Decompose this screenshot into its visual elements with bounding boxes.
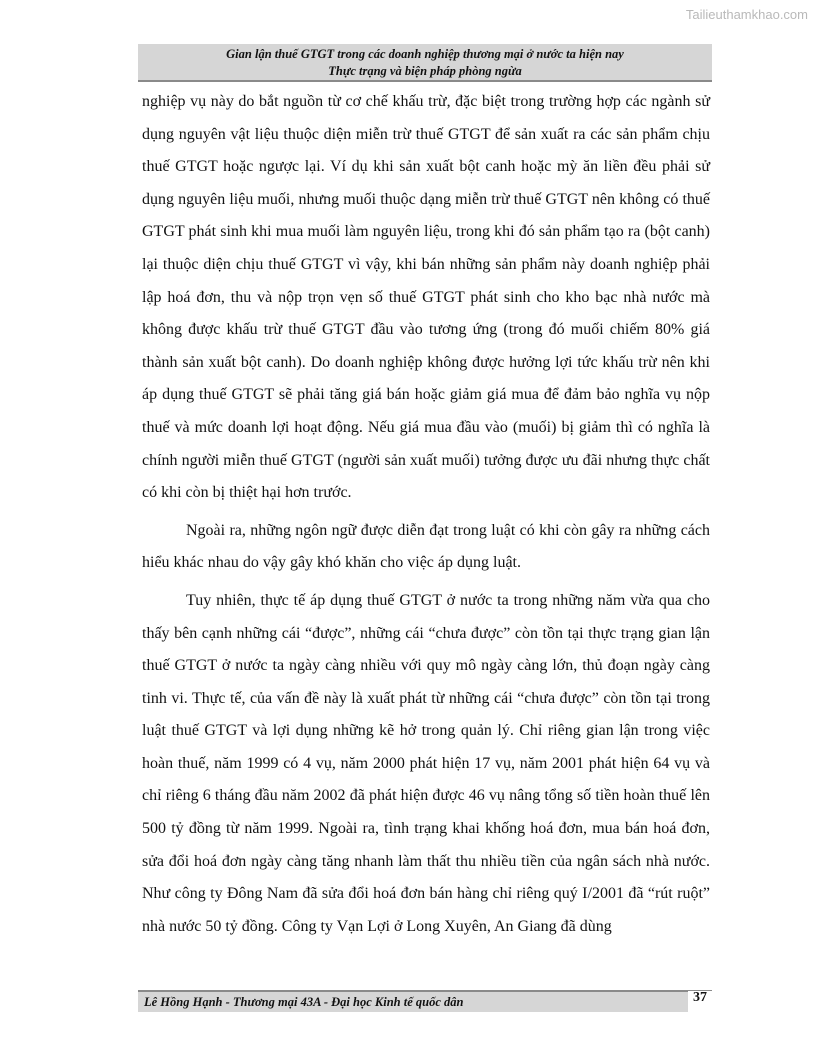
paragraph-2: Ngoài ra, những ngôn ngữ được diễn đạt trong luật có khi còn gây ra những cách hiểu khác nhau do vậy gây khó khăn cho việc áp dụng luật.	[142, 521, 710, 572]
paragraph-3: Tuy nhiên, thực tế áp dụng thuế GTGT ở nước ta trong những năm vừa qua cho thấy bên cạnh những cái “được”, những cái “chưa được” còn tồn tại thực trạng gian lận thuế GTGT ở nước ta ngày càng nhiều với quy mô ngày càng lớn, thủ đoạn ngày càng tinh vi. Thực tế, của vấn đề này là xuất phát từ những cái “chưa được” còn tồn tại trong luật thuế GTGT và lợi dụng những kẽ hở trong quản lý. Chỉ riêng gian lận trong việc hoàn thuế, năm 1999 có 4 vụ, năm 2000 phát hiện 17 vụ, năm 2001 phát hiện 64 vụ và chỉ riêng 6 tháng đầu năm 2002 đã phát hiện được 46 vụ nâng tổng số tiền hoàn thuế lên 500 tỷ đồng từ năm 1999. Ngoài ra, tình trạng khai khống hoá đơn, mua bán hoá đơn, sửa đổi hoá đơn ngày càng tăng nhanh làm thất thu nhiều tiền của ngân sách nhà nước. Như công ty Đông Nam đã sửa đổi hoá đơn bán hàng chỉ riêng quý I/2001 đã “rút ruột” nhà nước 50 tỷ đồng. Công ty Vạn Lợi ở Long Xuyên, An Giang đã dùng	[142, 591, 710, 935]
watermark: Tailieuthamkhao.com	[685, 7, 808, 22]
page-number: 37	[693, 990, 707, 1005]
running-footer: Lê Hồng Hạnh - Thương mại 43A - Đại học Kinh tế quốc dân	[138, 990, 688, 1012]
header-title: Gian lận thuế GTGT trong các doanh nghiệp thương mại ở nước ta hiện nay	[226, 47, 624, 61]
body-text	[142, 86, 710, 943]
paragraph-1: nghiệp vụ này do bắt nguồn từ cơ chế khấu trừ, đặc biệt trong trường hợp các ngành sử dụng nguyên vật liệu thuộc diện miễn trừ thuế GTGT để sản xuất ra các sản phẩm chịu thuế GTGT hoặc ngược lại. Ví dụ khi sản xuất bột canh hoặc mỳ ăn liền đều phải sử dụng nguyên liệu muối, nhưng muối thuộc dạng miễn trừ thuế GTGT nên không có thuế GTGT phát sinh khi mua muối làm nguyên liệu, trong khi đó sản phẩm tạo ra (bột canh) lại thuộc diện chịu thuế GTGT vì vậy, khi bán những sản phẩm này doanh nghiệp phải lập hoá đơn, thu và nộp trọn vẹn số thuế GTGT phát sinh cho kho bạc nhà nước mà không được khấu trừ thuế GTGT đầu vào tương ứng (trong đó muối chiếm 80% giá thành sản xuất bột canh). Do doanh nghiệp không được hưởng lợi tức khấu trừ nên khi áp dụng thuế GTGT sẽ phải tăng giá bán hoặc giảm giá mua để đảm bảo nghĩa vụ nộp thuế và mức doanh lợi hoạt động. Nếu giá mua đầu vào (muối) bị giảm thì có nghĩa là chính người miễn thuế GTGT (người sản xuất muối) tưởng được ưu đãi nhưng thực chất có khi còn bị thiệt hại hơn trước.	[142, 93, 710, 502]
running-header	[138, 44, 712, 82]
header-subtitle: Thực trạng và biện pháp phòng ngừa	[328, 64, 522, 78]
